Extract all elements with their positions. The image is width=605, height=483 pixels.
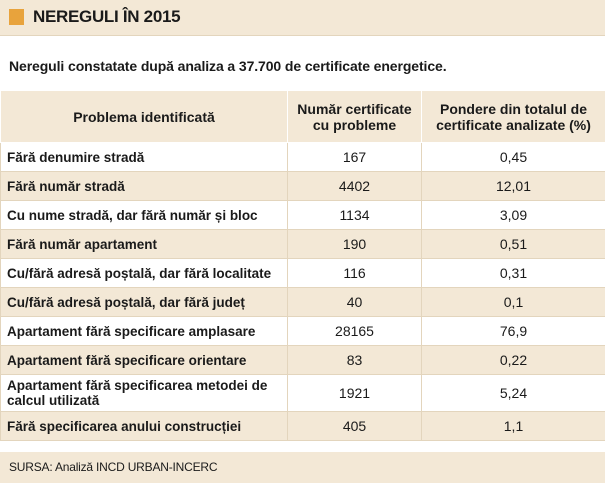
row-count: 40 (288, 288, 422, 317)
source-footer (0, 452, 605, 483)
row-share: 1,1 (422, 412, 605, 441)
row-problem: Cu nume stradă, dar fără număr și bloc (1, 201, 288, 230)
row-share: 76,9 (422, 317, 605, 346)
row-count: 116 (288, 259, 422, 288)
row-problem: Apartament fără specificare amplasare (1, 317, 288, 346)
row-share: 0,31 (422, 259, 605, 288)
row-count: 4402 (288, 172, 422, 201)
row-count: 83 (288, 346, 422, 375)
source-note: SURSA: Analiză INCD URBAN-INCERC (9, 460, 218, 474)
table-row (1, 288, 605, 317)
row-problem: Cu/fără adresă poștală, dar fără județ (1, 288, 288, 317)
row-count: 1134 (288, 201, 422, 230)
table-subtitle: Nereguli constatate după analiza a 37.700 de certificate energetice. (9, 58, 447, 74)
row-count: 1921 (288, 375, 422, 412)
row-count: 405 (288, 412, 422, 441)
row-share: 0,22 (422, 346, 605, 375)
row-share: 0,51 (422, 230, 605, 259)
table-row (1, 143, 605, 172)
row-count: 167 (288, 143, 422, 172)
table-row (1, 317, 605, 346)
row-problem: Fără număr apartament (1, 230, 288, 259)
page-title: NEREGULI ÎN 2015 (33, 7, 181, 26)
irregularities-table (0, 90, 605, 441)
row-share: 3,09 (422, 201, 605, 230)
column-header-count: Număr certificate cu probleme (288, 91, 422, 143)
title-bar (0, 0, 605, 36)
row-share: 0,45 (422, 143, 605, 172)
table-row (1, 375, 605, 412)
row-share: 0,1 (422, 288, 605, 317)
table-row (1, 201, 605, 230)
row-problem: Fără număr stradă (1, 172, 288, 201)
table-row (1, 230, 605, 259)
row-count: 190 (288, 230, 422, 259)
row-problem: Apartament fără specificarea metodei de calcul utilizată (1, 375, 288, 412)
row-problem: Fără specificarea anului construcției (1, 412, 288, 441)
row-problem: Cu/fără adresă poștală, dar fără localitate (1, 259, 288, 288)
row-problem: Fără denumire stradă (1, 143, 288, 172)
title-marker-icon (9, 9, 24, 25)
table-row (1, 346, 605, 375)
table-row (1, 172, 605, 201)
row-count: 28165 (288, 317, 422, 346)
table-row (1, 259, 605, 288)
row-share: 5,24 (422, 375, 605, 412)
column-header-problem: Problema identificată (1, 91, 288, 143)
table-row (1, 412, 605, 441)
table-header-row (1, 91, 605, 143)
row-share: 12,01 (422, 172, 605, 201)
row-problem: Apartament fără specificare orientare (1, 346, 288, 375)
column-header-share: Pondere din totalul de certificate analizate (%) (422, 91, 605, 143)
